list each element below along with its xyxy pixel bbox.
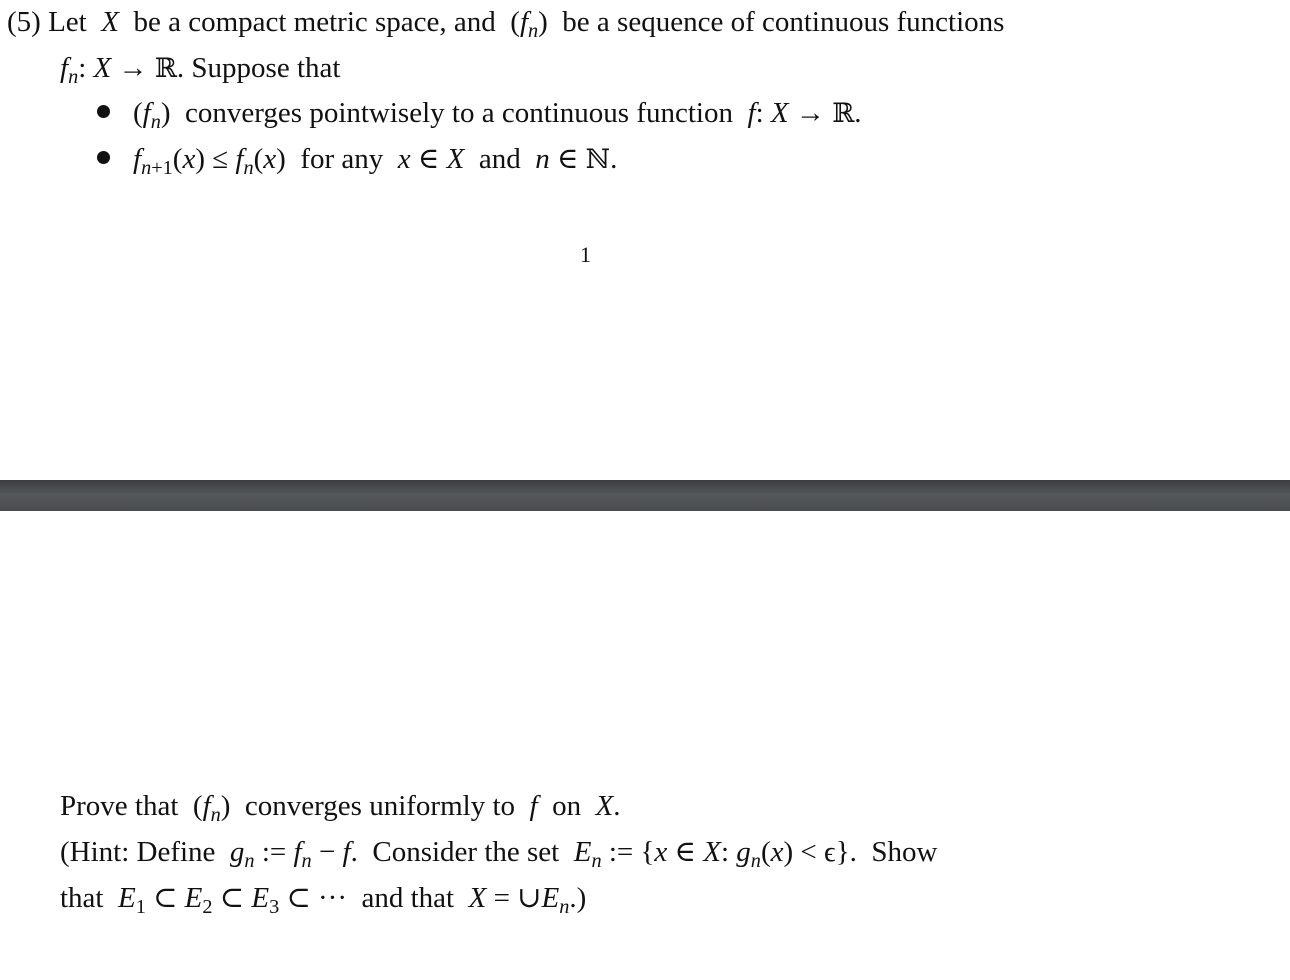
condition-1: $(f_n)$ converges pointwisely to a continuous function f: X → ℝ. <box>133 97 862 134</box>
problem-number: (5) <box>7 6 41 38</box>
bullet-icon <box>97 151 110 164</box>
page-number: 1 <box>580 242 591 267</box>
hint-line-1: (Hint: Define $g_n$ := $f_n - f$. Consider the set $E_n$ := {x ∈ X: $g_n(x) < \epsilon$}. Show <box>60 836 938 873</box>
condition-2: $f_{n+1}(x) \le f_n(x)$ for any x ∈ X and n ∈ ℕ. <box>133 143 618 180</box>
bullet-icon <box>97 105 110 118</box>
hint-line-2: that $E_1$ ⊂ $E_2$ ⊂ $E_3$ ⊂ ··· and that $X = \cup E_n$.) <box>60 882 587 919</box>
problem-line-2: $f_n$: X → ℝ. Suppose that <box>60 52 341 89</box>
prove-line: Prove that $(f_n)$ converges uniformly to f on X. <box>60 790 621 827</box>
problem-line-1: (5) Let X be a compact metric space, and $(f_n)$ be a sequence of continuous functions <box>7 6 1005 43</box>
page-separator <box>0 480 1290 511</box>
